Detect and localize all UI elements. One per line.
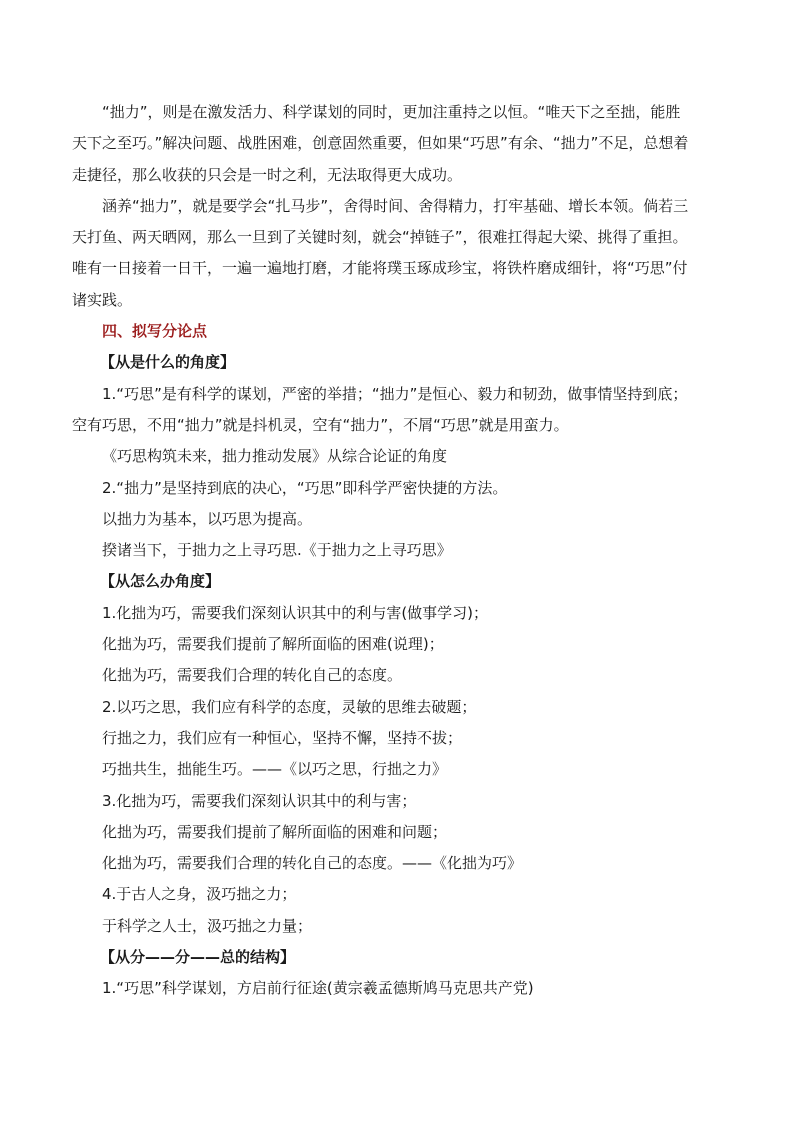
text-line: “拙力”，则是在激发活力、科学谋划的同时，更加注重持之以恒。“唯天下之至拙，能胜 — [102, 103, 681, 121]
text-line: 化拙为巧，需要我们提前了解所面临的困难和问题； — [102, 822, 448, 841]
text-line: 以拙力为基本，以巧思为提高。 — [102, 509, 313, 528]
text-line: 2.“拙力”是坚持到底的决心，“巧思”即科学严密快捷的方法。 — [102, 478, 508, 497]
text-line: 天打鱼、两天晒网，那么一旦到了关键时刻，就会“掉链子”，很难扛得起大梁、挑得了重担。 — [72, 228, 688, 247]
text-line: 行拙之力，我们应有一种恒心，坚持不懈，坚持不拔； — [102, 728, 463, 747]
text-line: 巧拙共生，拙能生巧。——《以巧之思，行拙之力》 — [102, 760, 448, 779]
document-body — [72, 97, 754, 1005]
text-line: 4.于古人之身，汲巧拙之力； — [102, 885, 297, 904]
text-line: 1.“巧思”是有科学的谋划，严密的举措；“拙力”是恒心、毅力和韧劲，做事情坚持到底； — [102, 384, 688, 403]
subsection-heading: 【从分——分——总的结构】 — [100, 948, 296, 967]
section-heading: 四、拟写分论点 — [102, 322, 208, 341]
text-line: 1.“巧思”科学谋划，方启前行征途(黄宗羲孟德斯鸠马克思共产党) — [102, 979, 534, 998]
text-line: 3.化拙为巧，需要我们深刻认识其中的利与害； — [102, 791, 417, 810]
text-line: 1.化拙为巧，需要我们深刻认识其中的利与害(做事学习)； — [102, 603, 489, 622]
text-line: 唯有一日接着一日干，一遍一遍地打磨，才能将璞玉琢成珍宝，将铁杵磨成细针，将“巧思”付 — [72, 259, 688, 278]
text-line: 于科学之人士，汲巧拙之力量； — [102, 916, 313, 935]
text-line: 诸实践。 — [72, 290, 133, 309]
text-line: 化拙为巧，需要我们合理的转化自己的态度。——《化拙为巧》 — [102, 854, 523, 873]
text-line: 走捷径，那么收获的只会是一时之利，无法取得更大成功。 — [72, 165, 463, 184]
text-line: 天下之至巧。”解决问题、战胜困难，创意固然重要，但如果“巧思”有余、“拙力”不足，总想着 — [72, 134, 689, 153]
text-line: 《巧思构筑未来，拙力推动发展》从综合论证的角度 — [102, 447, 448, 466]
subsection-heading: 【从是什么的角度】 — [100, 353, 236, 372]
text-line: 揆诸当下，于拙力之上寻巧思.《于拙力之上寻巧思》 — [102, 541, 452, 560]
text-line: 化拙为巧，需要我们提前了解所面临的困难(说理)； — [102, 635, 444, 654]
text-line: 空有巧思，不用“拙力”就是抖机灵，空有“拙力”，不屑“巧思”就是用蛮力。 — [72, 415, 569, 434]
text-line: 化拙为巧，需要我们合理的转化自己的态度。 — [102, 666, 403, 685]
subsection-heading: 【从怎么办角度】 — [100, 572, 221, 591]
text-line: 2.以巧之思，我们应有科学的态度，灵敏的思维去破题； — [102, 697, 477, 716]
text-line: 涵养“拙力”，就是要学会“扎马步”，舍得时间、舍得精力，打牢基础、增长本领。倘若三 — [102, 196, 689, 215]
